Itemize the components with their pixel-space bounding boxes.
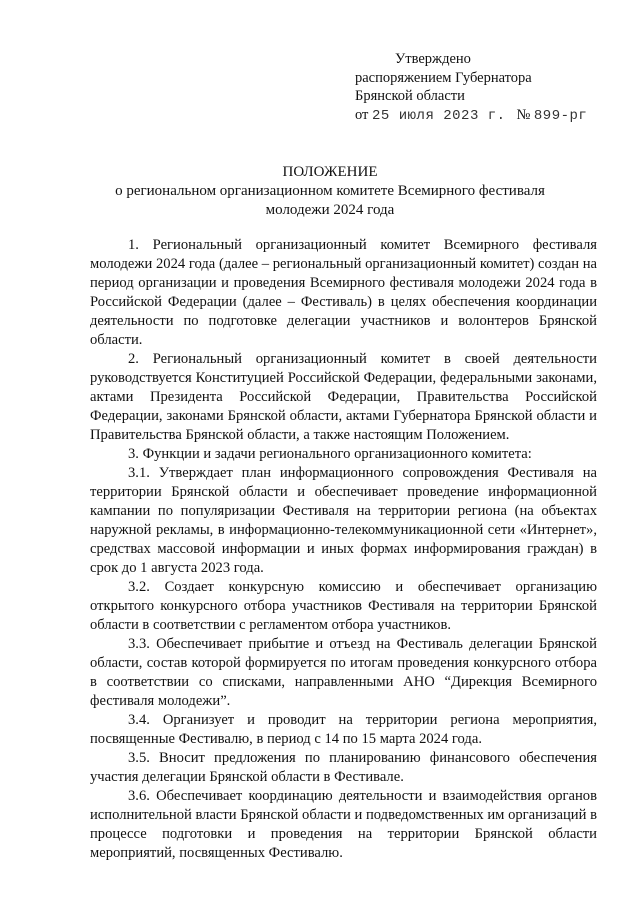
title-subtitle-line1: о региональном организационном комитете Всемирного фестиваля (115, 183, 545, 199)
document-body (90, 236, 597, 863)
number-prefix: № (516, 106, 531, 123)
approval-issuer: распоряжением Губернатора (355, 69, 532, 86)
document-title (60, 163, 600, 220)
date-prefix: от (355, 106, 369, 123)
approval-heading: Утверждено (395, 51, 471, 67)
paragraph-3-1: 3.1. Утверждает план информационного сопровождения Фестиваля на территории Брянской области и обеспечивает проведение информационной кампании по популяризации Фестиваля на территории региона (на объектах наружной рекламы, в информационно-телекоммуникационной сети «Интернет», средствах массовой информации и иных формах информирования граждан) в срок до 1 августа 2023 года. (90, 465, 597, 576)
title-heading: ПОЛОЖЕНИЕ (282, 164, 378, 180)
paragraph-3-6: 3.6. Обеспечивает координацию деятельности и взаимодействия органов исполнительной власти Брянской области и подведомственных им организаций в процессе подготовки и проведения на территории Брянской области мероприятий, посвященных Фестивалю. (90, 788, 597, 861)
paragraph-3-3: 3.3. Обеспечивает прибытие и отъезд на Фестиваль делегации Брянской области, состав которой формируется по итогам проведения конкурсного отбора в соответствии со списками, направленными АНО “Дирекция Всемирного фестиваля молодежи”. (90, 636, 597, 709)
paragraph-3-5: 3.5. Вносит предложения по планированию финансового обеспечения участия делегации Брянской области в Фестивале. (90, 750, 597, 785)
paragraph-3: 3. Функции и задачи регионального организационного комитета: (128, 446, 532, 462)
paragraph-2: 2. Региональный организационный комитет в своей деятельности руководствуется Конституцией Российской Федерации, федеральными законами, актами Президента Российской Федерации, Правительства Российской Федерации, законами Брянской области, актами Губернатора Брянской области и Правительства Брянской области, а также настоящим Положением. (90, 351, 597, 443)
approval-region: Брянской области (355, 88, 465, 104)
approval-date: 25 июля 2023 г. (372, 107, 506, 124)
approval-number: 899-рг (533, 107, 588, 124)
paragraph-1: 1. Региональный организационный комитет Всемирного фестиваля молодежи 2024 года (далее – региональный организационный комитет) создан на период организации и проведения Всемирного фестиваля молодежи 2024 года в Российской Федерации (далее – Фестиваль) в целях обеспечения координации деятельности по подготовке делегации участников и волонтеров Брянской области. (90, 237, 597, 348)
title-subtitle-line2: молодежи 2024 года (265, 202, 395, 218)
approval-date-line (355, 106, 615, 126)
approval-block (355, 50, 615, 125)
paragraph-3-4: 3.4. Организует и проводит на территории региона мероприятия, посвященные Фестивалю, в период с 14 по 15 марта 2024 года. (90, 712, 597, 747)
paragraph-3-2: 3.2. Создает конкурсную комиссию и обеспечивает организацию открытого конкурсного отбора участников Фестиваля на территории Брянской области в соответствии с регламентом отбора участников. (90, 579, 597, 633)
